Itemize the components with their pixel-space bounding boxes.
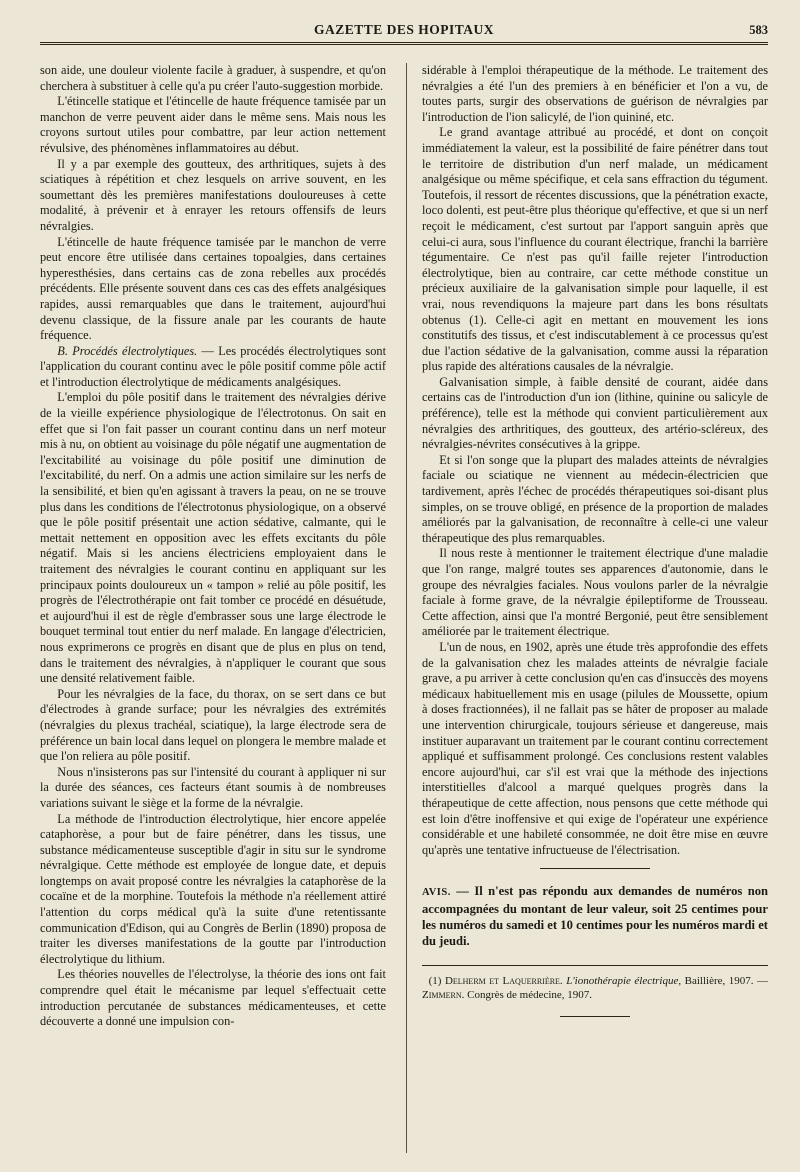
- notice-label: AVIS.: [422, 887, 451, 899]
- footnote-number: (1): [428, 975, 445, 988]
- footnote-rule: [422, 965, 768, 966]
- section-heading: B. Procédés électrolytiques.: [57, 343, 198, 358]
- paragraph: [40, 344, 386, 391]
- separator-rule: [560, 1016, 630, 1017]
- notice-text: — Il n'est pas répondu aux demandes de numéros non accompagnées du montant de leur valeur, soit 25 centimes pour les numéros du samedi et 10 centimes pour les numéros mardi et du jeudi.: [422, 884, 768, 949]
- paragraph: Nous n'insisterons pas sur l'intensité du courant à appliquer ni sur la durée des séances, ces facteurs étant soumis à de nombreuses variations suivant le siège et la forme de la névralgie.: [40, 764, 386, 810]
- paragraph: Et si l'on songe que la plupart des malades atteints de névralgies faciale ou sciatique ne viennent au médecin-électricien que tardivement, après l'échec de procédés thérapeutiques soi-disant plus simples, on se trouve obligé, en présence de la proportion de malades améliorés par la galvanisation, de reconnaître à celle-ci une valeur thérapeutique des plus remarquables.: [422, 452, 768, 545]
- paragraph: L'emploi du pôle positif dans le traitement des névralgies dérive de la vieille expérience physiologique de l'électrotonus. On sait en effet que si l'on fait passer un courant continu dans un nerf moteur mis à nu, on obtient au voisinage du pôle négatif une augmentation de l'excitabilité au voisinage du pôle positif une diminution de l'excitabilité, du nerf. On a admis une action similaire sur les nerfs de la sensibilité, et bien qu'en agissant à travers la peau, on ne se trouve plus dans les conditions de l'électrotonus physiologique, on a observé que le pôle positif présentait une action sédative, calmante, qui le mettait nettement en opposition avec les effets excitants du pôle négatif. Mais si les anciens électriciens employaient dans le traitement des névralgies le courant continu en appliquant sur les principaux points douloureux un « tampon » relié au pôle positif, les progrès de l'électrothérapie ont fait tomber ce procédé en désuétude, et aujourd'hui il est de règle d'embrasser sous une large électrode le bouquet terminal tout entier du nerf malade. En langage d'électricien, nous exprimerons ce progrès en disant que de plus en plus on tend, dans le traitement des névralgies, à n'appliquer le courant que sous une densité relativement faible.: [40, 390, 386, 686]
- separator-rule: [540, 868, 650, 869]
- paragraph-text: — Les procédés électrolytiques sont l'application du courant continu avec le pôle positif comme pôle actif et l'introduction électrolytique de médicaments analgésiques.: [40, 343, 386, 389]
- paragraph: Les théories nouvelles de l'électrolyse, la théorie des ions ont fait comprendre quel était le mécanisme par lequel s'effectuait cette introduction percutanée de substances médicamenteuses, et cette découverte a donné une impulsion con-: [40, 967, 386, 1029]
- paragraph: sidérable à l'emploi thérapeutique de la méthode. Le traitement des névralgies a été l'un des premiers à en bénéficier et l'on a vu, de toutes parts, surgir des observations de guérison de névralgies par l'introduction de l'ion salicylé, de l'ion quininé, etc.: [422, 63, 768, 124]
- paragraph: Pour les névralgies de la face, du thorax, on se sert dans ce but d'électrodes à grande surface; pour les névralgies des extrémités (névralgies du plexus trachéal, sciatique), la large électrode sera de préférence un bain local dans lequel on plongera le membre malade et que l'on reliera au pôle positif.: [40, 686, 386, 764]
- footnote: [422, 974, 768, 1002]
- footnote-author: Delherm et Laquerrière.: [444, 975, 563, 988]
- paragraph: Galvanisation simple, à faible densité de courant, aidée dans certains cas de l'introduction d'un ion (lithine, quinine ou salicyle de préférence), telle est la méthode qui convient particulièrement aux névralgies des arthritiques, des goutteux, des artério-scléreux, des névralgies-névrites consécutives à la grippe.: [422, 374, 768, 452]
- paragraph: Le grand avantage attribué au procédé, et dont on conçoit immédiatement la valeur, est la possibilité de faire pénétrer dans tout le territoire de distribution d'un nerf malade, un médicament analgésique ou même spécifique, et cela sans effraction du tégument. Toutefois, il ressort de récentes discussions, que la pénétration exacte, loco dolenti, est peut-être plus théorique qu'effective, et que si un nerf reçoit le médicament, c'est surtout par l'apport sanguin après que celui-ci aura, sous l'influence du courant électrique, franchi la barrière tégumentaire. Ce n'est pas qu'il faille rejeter l'introduction électrolytique, bien au contraire, car cette méthode constitue un précieux auxiliaire de la galvanisation simple pour laquelle, il est vrai, nous revendiquons la majeure part dans les bons résultats obtenus (1). Celle-ci agit en mettant en mouvement les ions constitutifs des tissus, et c'est indiscutablement à ce processus qu'est due l'action sédative de la galvanisation, comme aussi la réparation plus rapide des altérations causales de la névralgie.: [422, 125, 768, 374]
- notice: [422, 883, 768, 949]
- column-divider: [406, 63, 407, 1153]
- footnote-author: Zimmern.: [422, 989, 465, 1002]
- page-number: 583: [749, 23, 768, 37]
- footnote-text: , Baillière, 1907. —: [678, 975, 769, 988]
- paragraph: L'étincelle statique et l'étincelle de haute fréquence tamisée par un manchon de verre peuvent aider dans le même sens. Mais nous les croyons surtout utiles pour combattre, par leur action nettement révulsive, des phénomènes inflammatoires au début.: [40, 94, 386, 155]
- right-column: [422, 63, 768, 1031]
- footnote-text: Congrès de médecine, 1907.: [464, 989, 593, 1002]
- paragraph: Il y a par exemple des goutteux, des arthritiques, sujets à des sciatiques à répétition et chez lesquels on arrive souvent, en les soumettant dès les premières manifestations douloureuses à cette modalité, à prévenir et à enrayer les retours offensifs de leurs névralgies.: [40, 156, 386, 233]
- left-column: [40, 63, 386, 1030]
- journal-title: GAZETTE DES HOPITAUX: [313, 22, 495, 37]
- footnote-title: L'ionothérapie électrique: [566, 975, 679, 988]
- paragraph: La méthode de l'introduction électrolytique, hier encore appelée cataphorèse, a pour but de faire pénétrer, dans les tissus, une substance médicamenteuse susceptible d'agir in situ sur le syndrome névralgique. Cette méthode est employée de longue date, et depuis longtemps on avait proposé contre les névralgies la cataphorèse de la cocaïne et de la morphine. Toutefois la méthode n'a réellement attiré l'attention du corps médical qu'à la suite d'une retentissante communication d'Edison, qui au Congrès de Berlin (1890) proposa de traiter les diverses manifestations de la goutte par l'introduction électrolytique du lithium.: [40, 811, 386, 966]
- page-header: [40, 22, 768, 45]
- paragraph: son aide, une douleur violente facile à graduer, à suspendre, et qu'on cherchera à substituer à celle qu'a pu créer l'auto-suggestion morbide.: [40, 63, 386, 93]
- paragraph: L'étincelle de haute fréquence tamisée par le manchon de verre peut encore être utilisée dans certaines topoalgies, dans certaines hyperesthésies, dans certains cas de zona rebelles aux procédés précédents. Elle présente souvent dans ces cas des effets analgésiques rapides, aussi remarquables que dans le traitement, aujourd'hui devenu classique, de la fissure anale par les courants de haute fréquence.: [40, 234, 386, 343]
- paragraph: L'un de nous, en 1902, après une étude très approfondie des effets de la galvanisation chez les malades atteints de névralgie faciale grave, a pu arriver à cette conclusion qu'en cas d'insuccès des moyens médicaux habituellement mis en usage (pilules de Moussette, opium à doses fractionnées), il ne fallait pas se hâter de proposer au malade une intervention chirurgicale, toujours sérieuse et dangereuse, mais instituer auparavant un traitement par le courant continu correctement appliqué et suffisamment prolongé. Ces conclusions restent valables encore aujourd'hui, car s'il est vrai que la méthode des injections interstitielles d'alcool a marqué quelques progrès dans la thérapeutique de cette affection, nous pensons que cette méthode qui est loin d'être inoffensive et qui exige de l'opérateur une expérience considérable et une habileté consommée, ne doit être mise en œuvre qu'après une tentative infructueuse de l'électrisation.: [422, 639, 768, 857]
- paragraph: Il nous reste à mentionner le traitement électrique d'une maladie que l'on range, malgré toutes ses apparences d'autonomie, dans le groupe des névralgies faciales. Nous voulons parler de la névralgie faciale à forme grave, de la névralgie épileptiforme de Trousseau. Cette affection, ainsi que l'a montré Bergonié, peut être sensiblement améliorée par le traitement électrique.: [422, 546, 768, 639]
